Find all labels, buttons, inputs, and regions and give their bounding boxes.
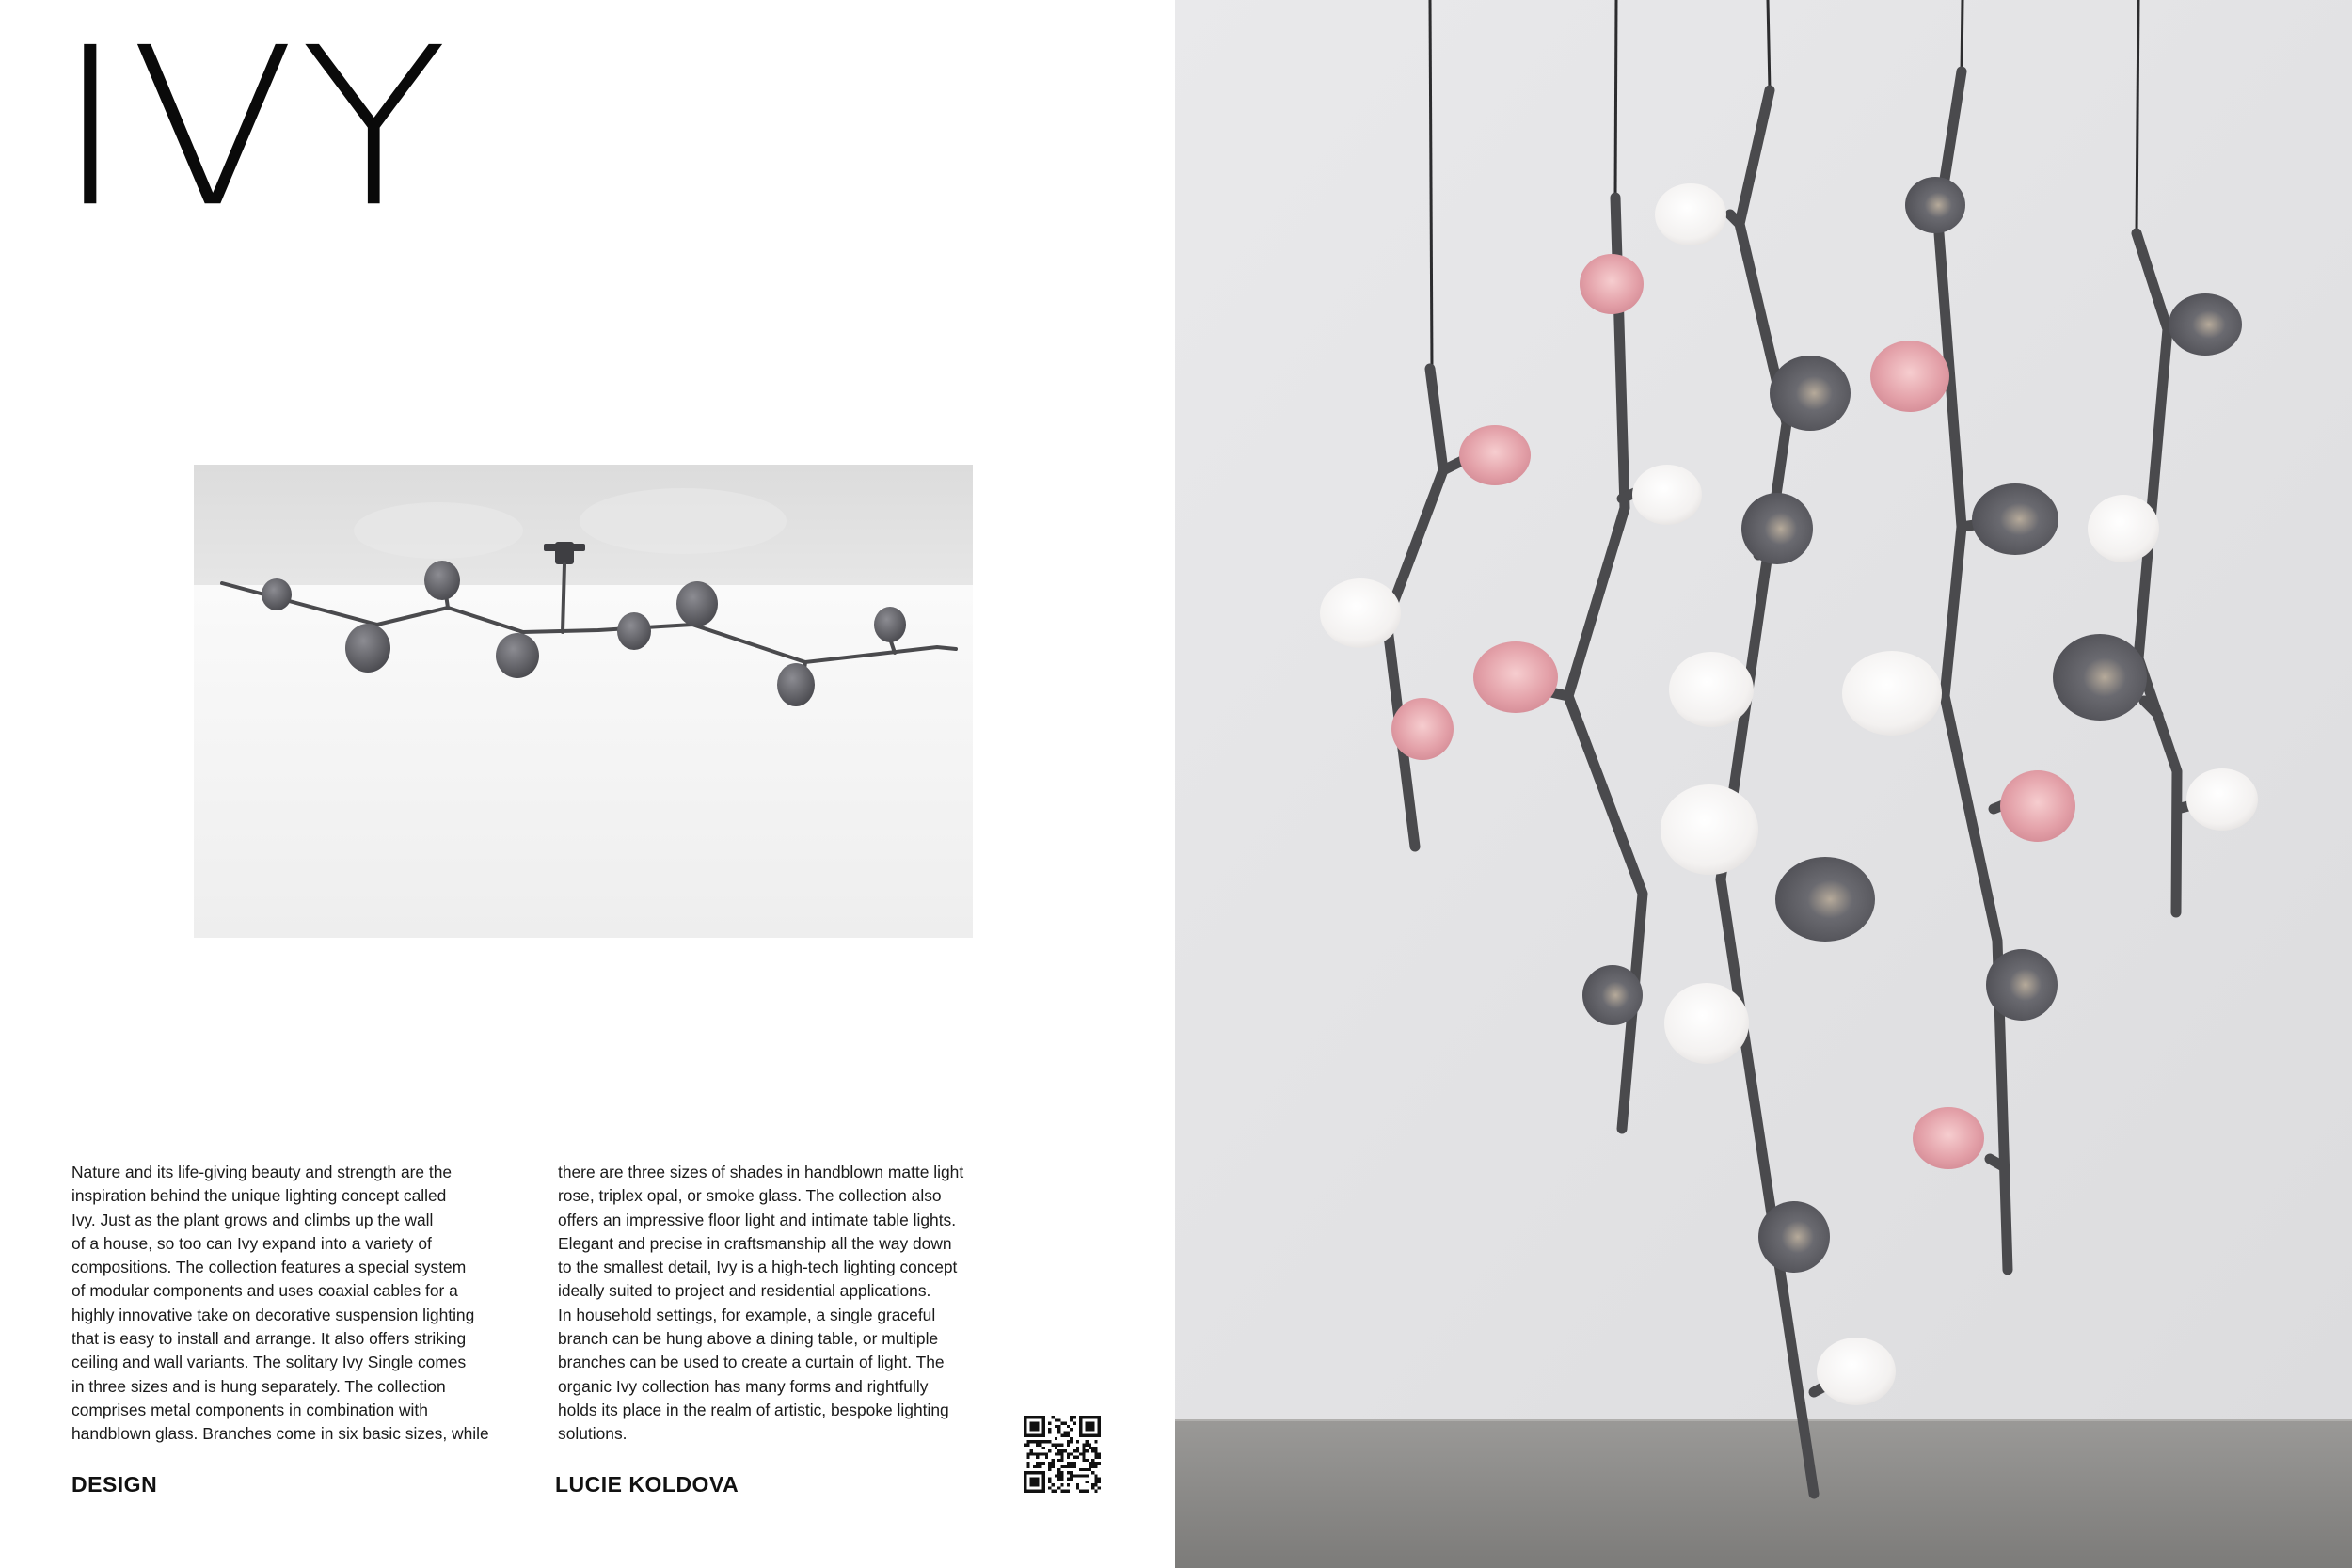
designer-name: LUCIE KOLDOVA	[555, 1472, 739, 1497]
body-text-column-2	[558, 1161, 1028, 1447]
ceiling-light-illustration	[194, 465, 973, 938]
body-line: organic Ivy collection has many forms and rightfully	[558, 1376, 929, 1396]
body-paragraph-2	[558, 1161, 1028, 1447]
body-line: Ivy. Just as the plant grows and climbs up the wall	[72, 1210, 434, 1229]
qr-code-icon[interactable]	[1024, 1416, 1101, 1493]
ceiling-light-photo	[194, 465, 973, 938]
page-title: IVY	[55, 1, 453, 256]
body-line: branches can be used to create a curtain of light. The	[558, 1353, 945, 1372]
body-line: to the smallest detail, Ivy is a high-tech lighting concept	[558, 1258, 958, 1277]
body-line: branch can be hung above a dining table, or multiple	[558, 1329, 939, 1349]
body-line: highly innovative take on decorative suspension lighting	[72, 1305, 475, 1324]
body-line: in three sizes and is hung separately. The collection	[72, 1376, 446, 1396]
left-page	[0, 0, 1175, 1568]
body-line: ceiling and wall variants. The solitary Ivy Single comes	[72, 1353, 467, 1372]
body-line: ideally suited to project and residential applications.	[558, 1281, 931, 1301]
body-line: handblown glass. Branches come in six basic sizes, while	[72, 1424, 489, 1444]
design-label: DESIGN	[72, 1472, 158, 1497]
body-line: solutions.	[558, 1424, 628, 1444]
body-line: offers an impressive floor light and intimate table lights.	[558, 1210, 957, 1229]
body-line: Elegant and precise in craftsmanship all the way down	[558, 1233, 952, 1253]
body-line: Nature and its life-giving beauty and strength are the	[72, 1163, 453, 1181]
body-line: of modular components and uses coaxial cables for a	[72, 1281, 458, 1301]
body-line: of a house, so too can Ivy expand into a variety of	[72, 1233, 432, 1253]
suspension-lights-illustration	[1175, 0, 2352, 1568]
body-line: inspiration behind the unique lighting concept called	[72, 1186, 447, 1206]
body-line: comprises metal components in combination with	[72, 1400, 428, 1419]
body-line: there are three sizes of shades in handblown matte light	[558, 1163, 964, 1181]
body-line: holds its place in the realm of artistic, bespoke lighting	[558, 1400, 949, 1419]
product-photo	[1175, 0, 2352, 1568]
body-line: that is easy to install and arrange. It also offers striking	[72, 1329, 467, 1349]
body-paragraph-1	[72, 1161, 542, 1447]
body-text-column-1	[72, 1161, 542, 1447]
body-line: compositions. The collection features a special system	[72, 1258, 467, 1277]
body-line: In household settings, for example, a single graceful	[558, 1305, 936, 1324]
body-line: rose, triplex opal, or smoke glass. The collection also	[558, 1186, 942, 1206]
